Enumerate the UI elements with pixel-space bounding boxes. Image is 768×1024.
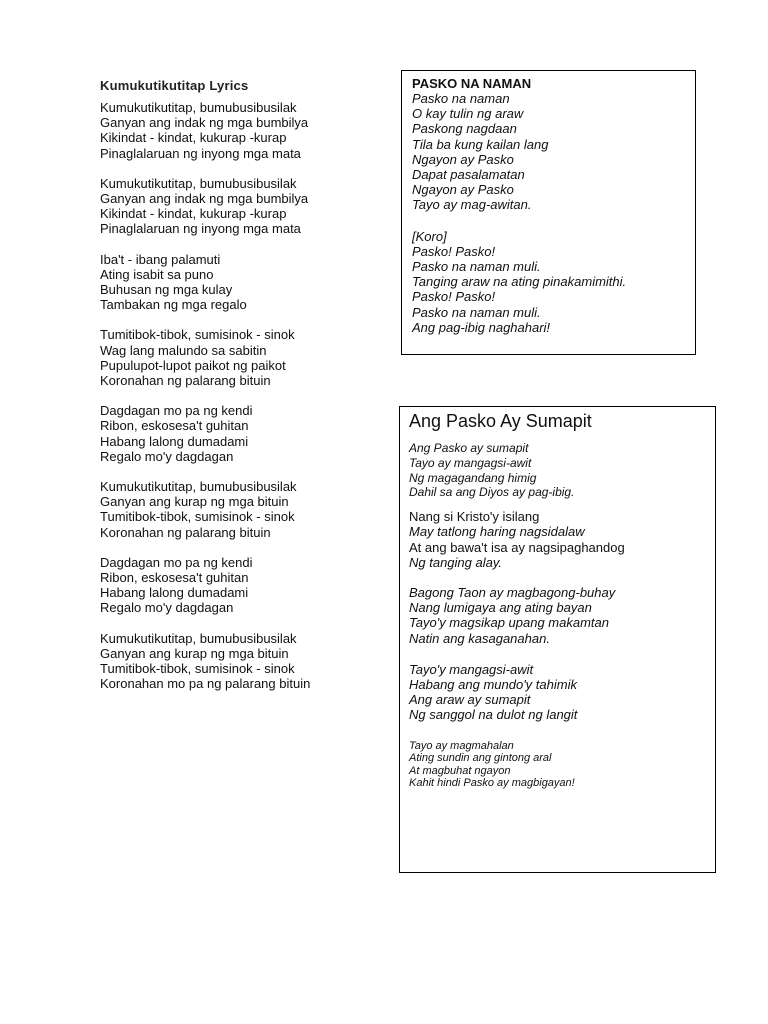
lyric-line: Koronahan ng palarang bituin: [100, 524, 271, 540]
lyric-line: Regalo mo'y dagdagan: [100, 600, 234, 616]
lyric-line: Bagong Taon ay magbagong-buhay: [409, 585, 616, 600]
lyric-line: Tayo'y magsikap upang makamtan: [409, 615, 610, 631]
lyric-line: Tumitibok-tibok, sumisinok - sinok: [100, 327, 295, 343]
lyric-line: [Koro]: [412, 228, 447, 244]
lyric-line: Kahit hindi Pasko ay magbigayan!: [409, 777, 575, 790]
lyric-line: Koronahan ng palarang bituin: [100, 373, 271, 389]
stanza-3: [409, 585, 715, 646]
lyric-line: Tanging araw na ating pinakamimithi.: [412, 274, 627, 290]
lyric-line: Dagdagan mo pa ng kendi: [100, 403, 253, 419]
lyric-line: Pasko na naman muli.: [412, 259, 541, 275]
lyric-line: Pasko na naman: [412, 91, 510, 106]
stanza: [100, 100, 390, 161]
stanza-4: [409, 662, 715, 723]
lyric-line: Ganyan ang indak ng mga bumbilya: [100, 191, 309, 207]
lyric-line: Dapat pasalamatan: [412, 167, 525, 183]
stanza: [100, 176, 390, 237]
lyric-line: Kumukutikutitap, bumubusibusilak: [100, 630, 297, 646]
lyric-line: Ng magagandang himig: [409, 470, 537, 485]
lyric-line: Ribon, eskosesa't guhitan: [100, 418, 249, 434]
lyric-line: Wag lang malundo sa sabitin: [100, 342, 267, 358]
lyric-line: Ng sanggol na dulot ng langit: [409, 707, 578, 723]
stanza-2: [409, 509, 715, 570]
lyric-line: May tatlong haring nagsidalaw: [409, 524, 585, 540]
lyrics-title: Kumukutikutitap Lyrics: [100, 78, 249, 93]
verse: [412, 91, 695, 213]
stanza: [100, 403, 390, 464]
lyric-line: Dahil sa ang Diyos ay pag-ibig.: [409, 485, 575, 500]
lyric-line: Tayo ay mag-awitan.: [412, 197, 532, 213]
lyric-line: Ang araw ay sumapit: [409, 692, 531, 708]
lyric-line: Pinaglalaruan ng inyong mga mata: [100, 221, 301, 237]
lyric-line: Ating isabit sa puno: [100, 266, 214, 282]
lyric-line: Ang Pasko ay sumapit: [409, 441, 529, 455]
lyric-line: Kumukutikutitap, bumubusibusilak: [100, 175, 297, 191]
lyric-line: Nang lumigaya ang ating bayan: [409, 600, 592, 616]
lyric-line: Tayo ay magmahalan: [409, 739, 514, 752]
lyric-line: Pasko! Pasko!: [412, 289, 496, 305]
lyric-line: Natin ang kasaganahan.: [409, 630, 550, 646]
lyric-line: Habang lalong dumadami: [100, 585, 249, 601]
stanza: [100, 479, 390, 540]
lyric-line: Iba't - ibang palamuti: [100, 251, 221, 267]
lyric-line: Ngayon ay Pasko: [412, 182, 514, 198]
lyric-line: Pinaglalaruan ng inyong mga mata: [100, 145, 301, 161]
lyric-line: Koronahan mo pa ng palarang bituin: [100, 676, 311, 692]
stanza: [100, 555, 390, 616]
lyric-line: Tayo ay mangagsi-awit: [409, 455, 532, 470]
lyric-line: Tumitibok-tibok, sumisinok - sinok: [100, 509, 295, 525]
lyric-line: At ang bawa't isa ay nagsipaghandog: [409, 539, 625, 555]
lyric-line: Pupulupot-lupot paikot ng paikot: [100, 357, 286, 373]
stanza: [100, 327, 390, 388]
lyric-line: Kikindat - kindat, kukurap -kurap: [100, 206, 287, 222]
lyric-line: Habang ang mundo'y tahimik: [409, 677, 577, 693]
box-title: Ang Pasko Ay Sumapit: [409, 411, 592, 431]
lyric-line: Ganyan ang indak ng mga bumbilya: [100, 115, 309, 131]
lyric-line: Buhusan ng mga kulay: [100, 282, 233, 298]
lyric-line: Tumitibok-tibok, sumisinok - sinok: [100, 661, 295, 677]
lyric-line: Tayo'y mangagsi-awit: [409, 661, 534, 677]
lyric-line: Kikindat - kindat, kukurap -kurap: [100, 130, 287, 146]
lyric-line: Pasko na naman muli.: [412, 304, 541, 320]
lyric-line: Kumukutikutitap, bumubusibusilak: [100, 479, 297, 495]
ang-pasko-ay-sumapit-box: [399, 406, 716, 873]
lyric-line: Ribon, eskosesa't guhitan: [100, 570, 249, 586]
lyric-line: Ganyan ang kurap ng mga bituin: [100, 494, 289, 510]
lyric-line: Ating sundin ang gintong aral: [409, 752, 552, 765]
pasko-na-naman-box: [401, 70, 696, 355]
stanza-1: [409, 441, 715, 500]
lyric-line: Dagdagan mo pa ng kendi: [100, 554, 253, 570]
lyric-line: Kumukutikutitap, bumubusibusilak: [100, 100, 297, 115]
stanza-5: [409, 740, 715, 790]
lyric-line: Tila ba kung kailan lang: [412, 136, 549, 152]
lyrics-stanzas: [100, 100, 390, 692]
lyric-line: O kay tulin ng araw: [412, 106, 524, 122]
stanza: [100, 631, 390, 692]
lyric-line: Ng tanging alay.: [409, 554, 502, 570]
chorus: [412, 229, 695, 335]
lyric-line: Ngayon ay Pasko: [412, 151, 514, 167]
lyric-line: Ganyan ang kurap ng mga bituin: [100, 645, 289, 661]
lyric-line: Paskong nagdaan: [412, 121, 517, 137]
lyric-line: Tambakan ng mga regalo: [100, 297, 247, 313]
lyric-line: At magbuhat ngayon: [409, 764, 511, 777]
stanza: [100, 252, 390, 313]
lyric-line: Ang pag-ibig naghahari!: [412, 319, 551, 335]
kumukutikutitap-lyrics: [100, 78, 390, 707]
box-title: PASKO NA NAMAN: [412, 76, 532, 91]
lyric-line: Pasko! Pasko!: [412, 243, 496, 259]
lyric-line: Regalo mo'y dagdagan: [100, 448, 234, 464]
lyric-line: Nang si Kristo'y isilang: [409, 509, 540, 525]
lyric-line: Habang lalong dumadami: [100, 433, 249, 449]
